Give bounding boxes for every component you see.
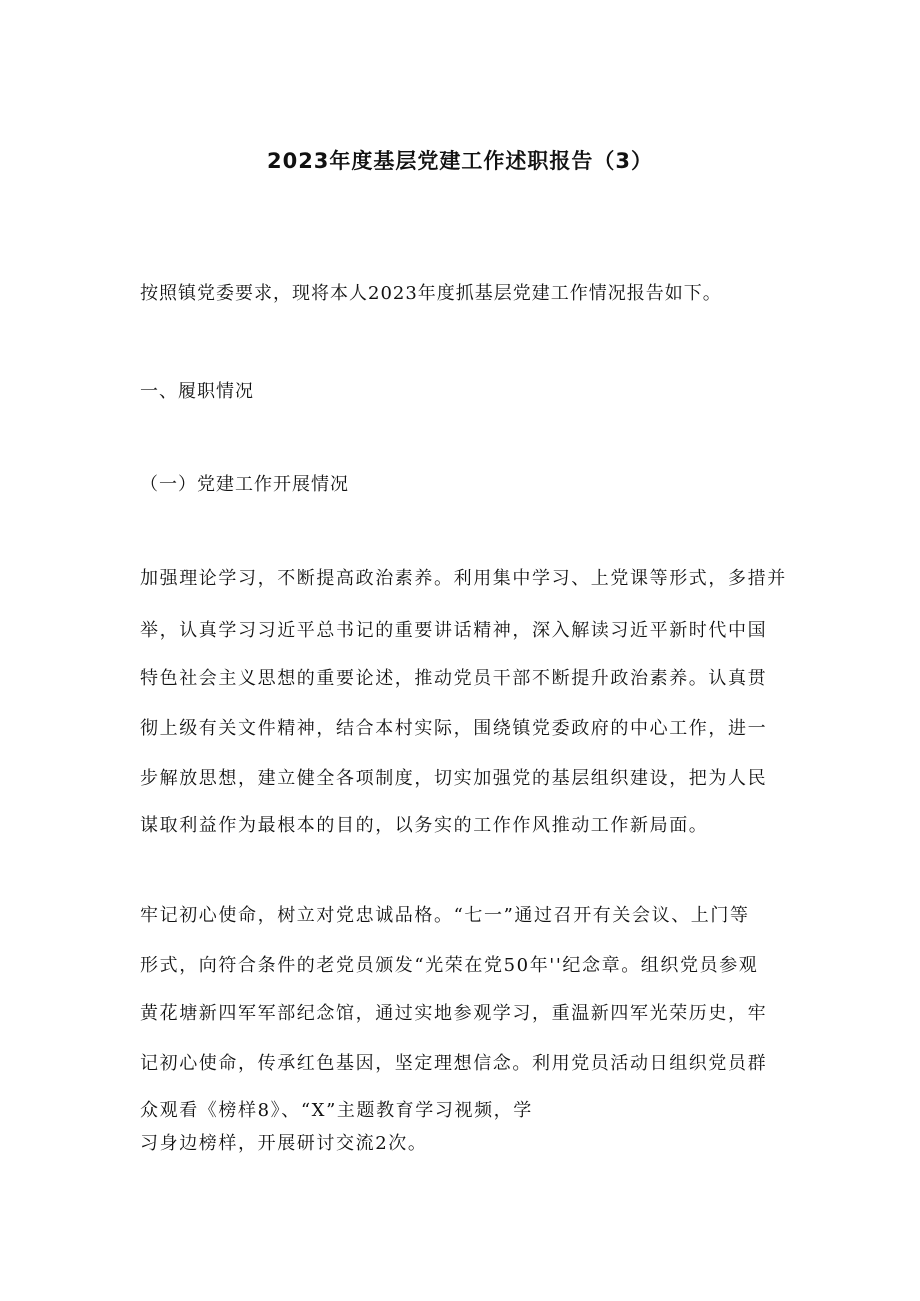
paragraph-1-line: 步解放思想，建立健全各项制度，切实加强党的基层组织建设，把为人民 <box>140 768 768 789</box>
paragraph-2-line: 牢记初心使命，树立对党忠诚品格。“七一”通过召开有关会议、上门等 <box>140 905 750 926</box>
paragraph-2-line: 众观看《榜样8》、“X”主题教育学习视频，学 <box>140 1100 533 1121</box>
paragraph-2-line: 习身边榜样，开展研讨交流2次。 <box>140 1133 428 1154</box>
paragraph-2-line: 记初心使命，传承红色基因，坚定理想信念。利用党员活动日组织党员群 <box>140 1053 768 1074</box>
paragraph-2-line: 黄花塘新四军军部纪念馆，通过实地参观学习，重温新四军光荣历史，牢 <box>140 1003 768 1024</box>
paragraph-1-line: 彻上级有关文件精神，结合本村实际，围绕镇党委政府的中心工作，进一 <box>140 718 768 739</box>
paragraph-1-line: 举，认真学习习近平总书记的重要讲话精神，深入解读习近平新时代中国 <box>140 620 768 641</box>
paragraph-1-line: 加强理论学习，不断提高政治素养。利用集中学习、上党课等形式，多措并 <box>140 568 787 589</box>
document-title: 2023年度基层党建工作述职报告（3） <box>266 149 654 173</box>
paragraph-2-line: 形式，向符合条件的老党员颁发“光荣在党50年''纪念章。组织党员参观 <box>140 955 759 976</box>
paragraph-1-line: 特色社会主义思想的重要论述，推动党员干部不断提升政治素养。认真贯 <box>140 668 768 689</box>
intro-paragraph: 按照镇党委要求，现将本人2023年度抓基层党建工作情况报告如下。 <box>140 283 722 304</box>
paragraph-1-line: 谋取利益作为最根本的目的，以务实的工作作风推动工作新局面。 <box>140 815 709 836</box>
subsection-heading: （一）党建工作开展情况 <box>140 474 349 495</box>
section-heading: 一、履职情况 <box>140 381 254 402</box>
